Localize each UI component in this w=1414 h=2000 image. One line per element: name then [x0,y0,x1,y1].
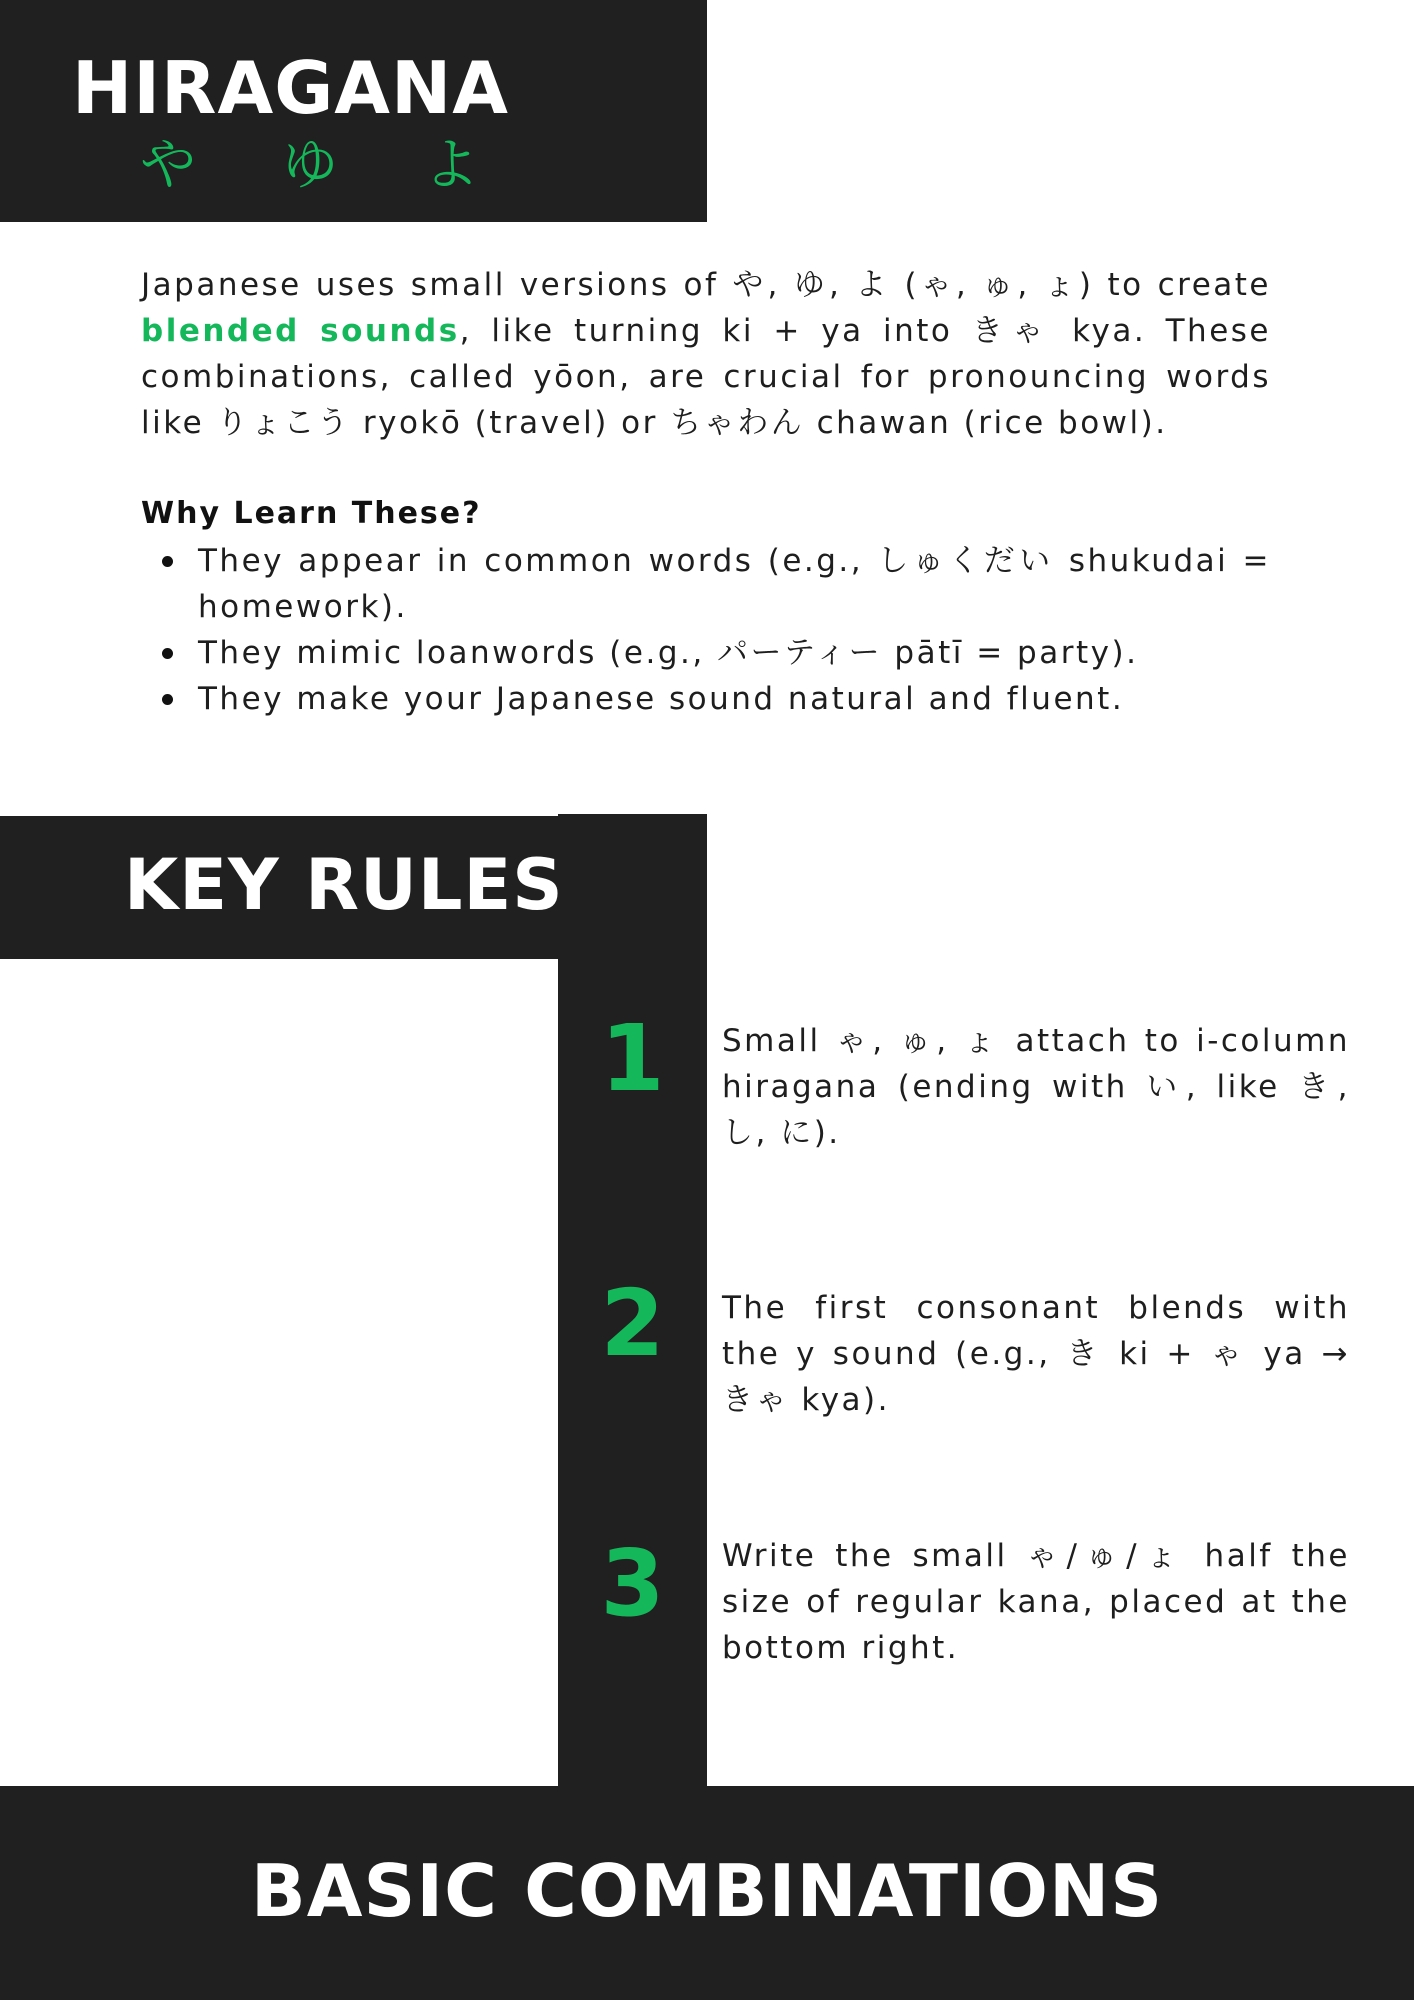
key-rules-heading: KEY RULES [124,844,564,926]
bullet-icon [162,556,173,567]
intro-highlight: blended sounds [141,313,460,349]
rule-number-2: 2 [600,1270,665,1377]
rule-text-3: Write the small ゃ/ゅ/ょ half the size of regular kana, placed at the bottom right. [722,1538,1350,1666]
kana-yo: よ [423,133,480,198]
rule-text-2: The first consonant blends with the y sound (e.g., き ki + ゃ ya → きゃ kya). [722,1290,1350,1418]
list-item-text: They appear in common words (e.g., しゅくだい shukudai = homework). [198,543,1271,625]
why-heading: Why Learn These? [141,496,482,531]
why-list [141,538,1271,722]
bullet-icon [162,648,173,659]
intro-paragraph [141,262,1271,446]
list-item-text: They mimic loanwords (e.g., パーティー pātī = party). [198,635,1139,671]
list-item [198,538,1271,630]
list-item-text: They make your Japanese sound natural and fluent. [198,681,1125,717]
rule-number-1: 1 [600,1005,665,1112]
kana-ya: や [140,133,196,198]
basic-combinations-heading: BASIC COMBINATIONS [250,1849,1164,1933]
list-item [198,630,1271,676]
rule-number-3: 3 [600,1530,665,1637]
list-item [198,676,1271,722]
page-title: HIRAGANA [72,46,510,130]
kana-row [140,133,548,198]
kana-yu: ゆ [281,133,338,198]
bullet-icon [162,694,173,705]
rule-text-1: Small ゃ, ゅ, ょ attach to i-column hiragana (ending with い, like き, し, に). [722,1023,1350,1151]
intro-text-end: , like turning ki + ya into きゃ kya. These combinations, called yōon, are crucial for pronouncing words like りょこう ryokō (travel) or ちゃわん chawan (rice bowl). [141,313,1271,441]
intro-text-start: Japanese uses small versions of や, ゆ, よ (ゃ, ゅ, ょ) to create [141,267,1271,303]
